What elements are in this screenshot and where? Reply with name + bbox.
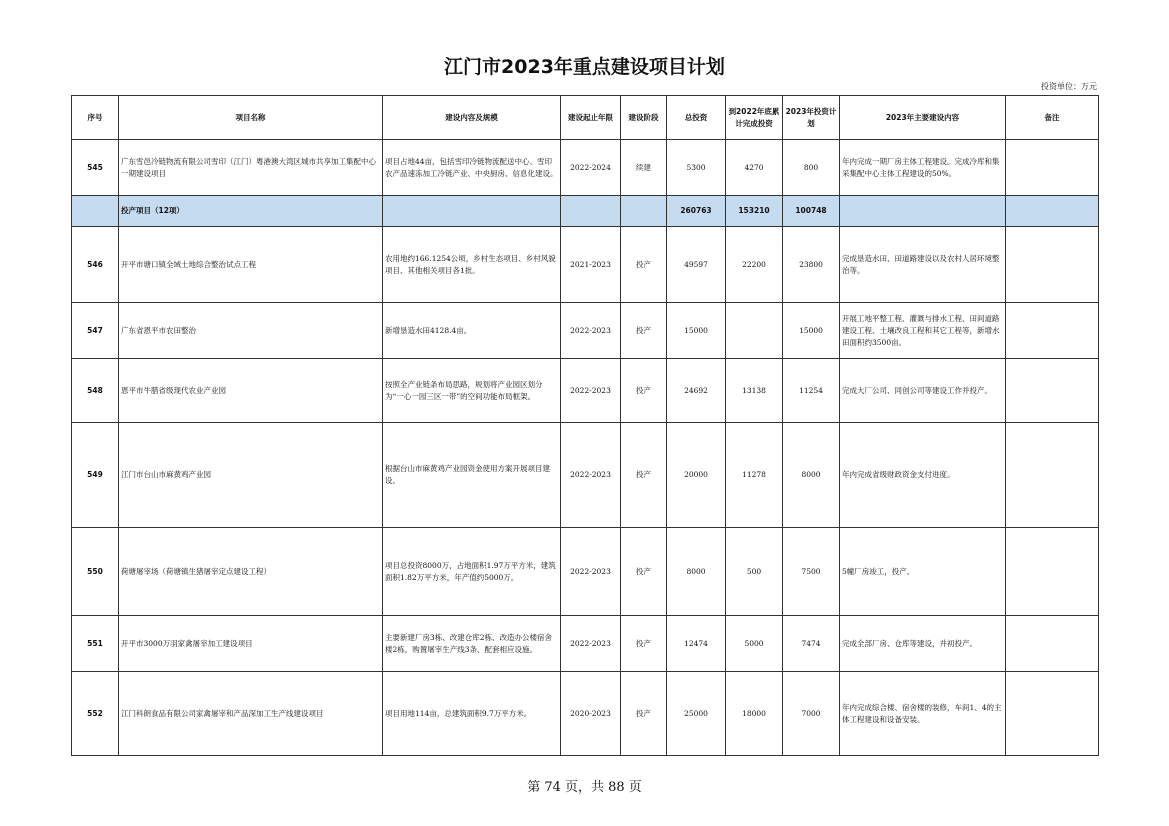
header-content: 建设内容及规模 bbox=[383, 96, 561, 140]
cell-seq: 552 bbox=[72, 672, 119, 756]
cell-seq: 549 bbox=[72, 423, 119, 528]
cell-stage: 投产 bbox=[621, 423, 667, 528]
cell-plan: 7000 bbox=[783, 672, 840, 756]
cell-stage: 投产 bbox=[621, 359, 667, 423]
cell-note bbox=[1006, 359, 1099, 423]
cell-seq: 551 bbox=[72, 616, 119, 672]
table-row bbox=[72, 303, 1099, 359]
cell-name: 广东雪邑冷链物流有限公司雪印（江门）粤港澳大湾区城市共享加工集配中心一期建设项目 bbox=[119, 140, 383, 196]
cell-total: 15000 bbox=[667, 303, 726, 359]
cell-note bbox=[1006, 423, 1099, 528]
cell-years: 2020-2023 bbox=[561, 672, 621, 756]
cell-plan: 7500 bbox=[783, 528, 840, 616]
cell-note bbox=[1006, 140, 1099, 196]
cell-main: 年内完成综合楼、宿舍楼的装修，车间1、4的主体工程建设和设备安装。 bbox=[840, 672, 1006, 756]
cell-done: 4270 bbox=[726, 140, 783, 196]
cell-total: 24692 bbox=[667, 359, 726, 423]
header-total: 总投资 bbox=[667, 96, 726, 140]
header-name: 项目名称 bbox=[119, 96, 383, 140]
cell-content: 按照全产业链条布局思路，规划将产业园区划分为“一心一园三区一带”的空间功能布局框架。 bbox=[383, 359, 561, 423]
cell-done: 5000 bbox=[726, 616, 783, 672]
cell-stage: 投产 bbox=[621, 672, 667, 756]
cell-total: 20000 bbox=[667, 423, 726, 528]
cell-plan: 11254 bbox=[783, 359, 840, 423]
table-row bbox=[72, 359, 1099, 423]
table-row bbox=[72, 528, 1099, 616]
cell-content: 根据台山市麻黄鸡产业园资金使用方案开展项目建设。 bbox=[383, 423, 561, 528]
cell-content: 新增垦造水田4128.4亩。 bbox=[383, 303, 561, 359]
cell-plan: 7474 bbox=[783, 616, 840, 672]
cell-years: 2022-2023 bbox=[561, 303, 621, 359]
table-row bbox=[72, 227, 1099, 303]
cell-seq: 546 bbox=[72, 227, 119, 303]
cell-main: 完成垦造水田、田道路建设以及农村人居环境整治等。 bbox=[840, 227, 1006, 303]
cell-seq: 545 bbox=[72, 140, 119, 196]
table-row bbox=[72, 423, 1099, 528]
group-row bbox=[72, 196, 1099, 227]
cell-total: 8000 bbox=[667, 528, 726, 616]
cell-plan: 15000 bbox=[783, 303, 840, 359]
header-stage: 建设阶段 bbox=[621, 96, 667, 140]
header-years: 建设起止年限 bbox=[561, 96, 621, 140]
cell-name: 恩平市牛腊省级现代农业产业园 bbox=[119, 359, 383, 423]
group-done: 153210 bbox=[726, 196, 783, 227]
cell-years: 2022-2023 bbox=[561, 359, 621, 423]
cell-years: 2021-2023 bbox=[561, 227, 621, 303]
header-main: 2023年主要建设内容 bbox=[840, 96, 1006, 140]
group-label: 投产项目（12项） bbox=[119, 196, 383, 227]
cell-main: 开展工地平整工程、灌溉与排水工程、田间道路建设工程、土壤改良工程和其它工程等，新增水田面积约3500亩。 bbox=[840, 303, 1006, 359]
cell-seq: 548 bbox=[72, 359, 119, 423]
cell-stage: 投产 bbox=[621, 528, 667, 616]
cell-main: 年内完成省级财政资金支付进度。 bbox=[840, 423, 1006, 528]
cell-note bbox=[1006, 528, 1099, 616]
cell-done: 13138 bbox=[726, 359, 783, 423]
cell-done: 500 bbox=[726, 528, 783, 616]
cell-total: 49597 bbox=[667, 227, 726, 303]
group-total: 260763 bbox=[667, 196, 726, 227]
cell-name: 荷塘屠宰场（荷塘镇生猪屠宰定点建设工程） bbox=[119, 528, 383, 616]
page-title: 江门市2023年重点建设项目计划 bbox=[444, 56, 725, 78]
cell-total: 25000 bbox=[667, 672, 726, 756]
cell-content: 项目总投资8000万，占地面积1.97万平方米，建筑面积1.82万平方米，年产值约5000万。 bbox=[383, 528, 561, 616]
project-table bbox=[71, 95, 1099, 756]
cell-stage: 投产 bbox=[621, 227, 667, 303]
cell-done: 22200 bbox=[726, 227, 783, 303]
cell-name: 江门科朗食品有限公司家禽屠宰和产品深加工生产线建设项目 bbox=[119, 672, 383, 756]
cell-total: 5300 bbox=[667, 140, 726, 196]
cell-done: 11278 bbox=[726, 423, 783, 528]
cell-stage: 投产 bbox=[621, 616, 667, 672]
cell-note bbox=[1006, 672, 1099, 756]
cell-plan: 23800 bbox=[783, 227, 840, 303]
table-row bbox=[72, 672, 1099, 756]
cell-content: 主要新建厂房3栋、改建仓库2栋、改造办公楼宿舍楼2栋，购置屠宰生产线3条、配套相应设施。 bbox=[383, 616, 561, 672]
group-plan: 100748 bbox=[783, 196, 840, 227]
cell-plan: 800 bbox=[783, 140, 840, 196]
header-plan: 2023年投资计划 bbox=[783, 96, 840, 140]
table-row bbox=[72, 616, 1099, 672]
cell-stage: 投产 bbox=[621, 303, 667, 359]
cell-note bbox=[1006, 227, 1099, 303]
cell-years: 2022-2023 bbox=[561, 528, 621, 616]
cell-content: 农用地约166.1254公顷，乡村生态项目、乡村风貌项目、其他相关项目各1批。 bbox=[383, 227, 561, 303]
cell-years: 2022-2024 bbox=[561, 140, 621, 196]
table-row bbox=[72, 140, 1099, 196]
cell-seq: 547 bbox=[72, 303, 119, 359]
cell-plan: 8000 bbox=[783, 423, 840, 528]
table-header-row bbox=[72, 96, 1099, 140]
cell-years: 2022-2023 bbox=[561, 423, 621, 528]
cell-content: 项目占地44亩，包括雪印冷链物流配送中心、雪印农产品速冻加工冷链产业、中央厨房、信息化建设。 bbox=[383, 140, 561, 196]
cell-main: 完成全部厂房、仓库等建设，并初投产。 bbox=[840, 616, 1006, 672]
cell-name: 开平市3000万羽家禽屠宰加工建设项目 bbox=[119, 616, 383, 672]
cell-note bbox=[1006, 616, 1099, 672]
cell-seq: 550 bbox=[72, 528, 119, 616]
cell-name: 江门市台山市麻黄鸡产业园 bbox=[119, 423, 383, 528]
cell-main: 年内完成一期厂房主体工程建设。完成冷库和集采集配中心主体工程建设的50%。 bbox=[840, 140, 1006, 196]
cell-note bbox=[1006, 303, 1099, 359]
header-seq: 序号 bbox=[72, 96, 119, 140]
header-note: 备注 bbox=[1006, 96, 1099, 140]
cell-name: 开平市塘口镇全域土地综合整治试点工程 bbox=[119, 227, 383, 303]
cell-total: 12474 bbox=[667, 616, 726, 672]
page-footer: 第 74 页，共 88 页 bbox=[527, 780, 642, 795]
header-done: 到2022年底累计完成投资 bbox=[726, 96, 783, 140]
cell-years: 2022-2023 bbox=[561, 616, 621, 672]
cell-stage: 续建 bbox=[621, 140, 667, 196]
cell-main: 5幢厂房竣工，投产。 bbox=[840, 528, 1006, 616]
cell-name: 广东省恩平市农田整治 bbox=[119, 303, 383, 359]
cell-content: 项目用地114亩，总建筑面积9.7万平方米。 bbox=[383, 672, 561, 756]
cell-done bbox=[726, 303, 783, 359]
cell-main: 完成大厂公司、同创公司等建设工作并投产。 bbox=[840, 359, 1006, 423]
investment-unit-label: 投资单位：万元 bbox=[1041, 82, 1097, 91]
cell-done: 18000 bbox=[726, 672, 783, 756]
